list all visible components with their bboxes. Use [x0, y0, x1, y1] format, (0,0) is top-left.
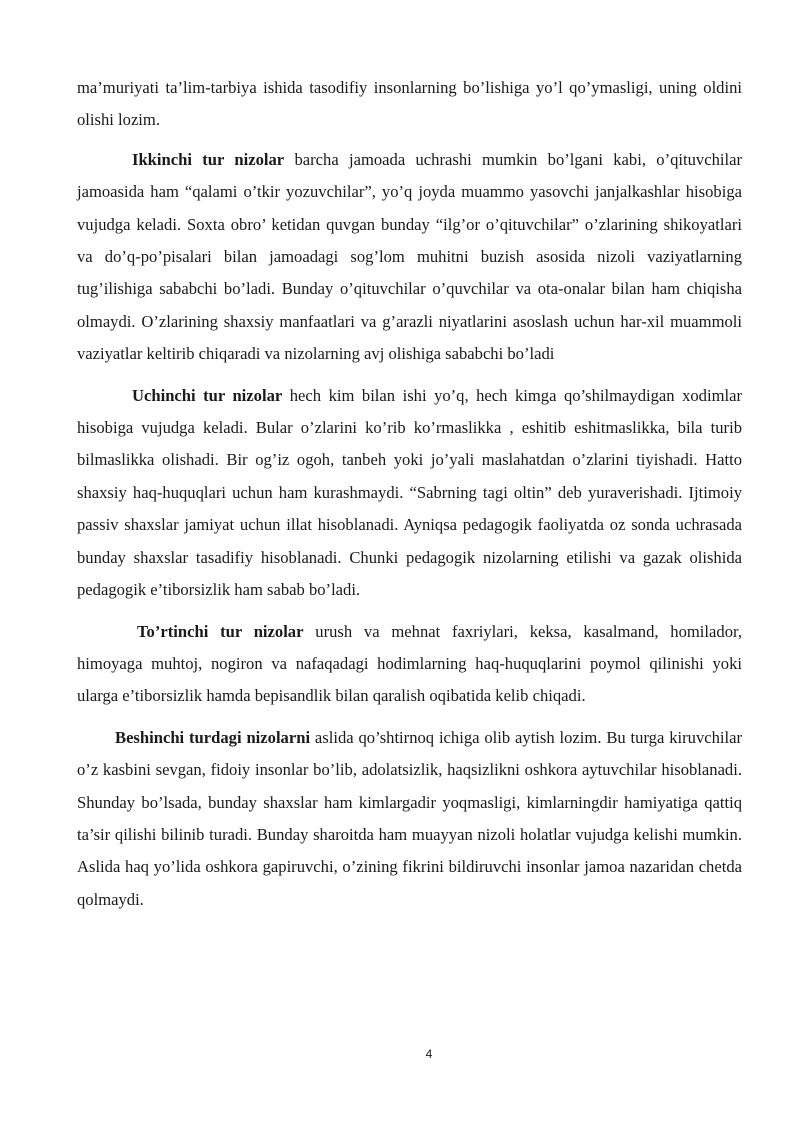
paragraph-text: aslida qo’shtirnoq ichiga olib aytish lozim. Bu turga kiruvchilar o’z kasbini sevgan, fidoiy insonlar bo’lib, adolatsizlik, haqsizlikni oshkora aytuvchilar hisoblanadi. Shunday bo’lsada, bunday shaxslar ham kimlargadir yoqmasligi, kimlarningdir hamiyatiga qattiq ta’sir qilishi bilinib turadi. Bunday sharoitda ham muayyan nizoli holatlar vujudga kelishi mumkin. Aslida haq yo’lida oshkora gapiruvchi, o’zining fikrini bildiruvchi insonlar jamoa nazaridan chetda qolmaydi. — [77, 727, 743, 909]
paragraph-text: barcha jamoada uchrashi mumkin bo’lgani kabi, o’qituvchilar jamoasida ham “qalami o’tkir yozuvchilar”, yo’q joyda muammo yasovchi janjalkashlar hisobiga vujudga keladi. Soxta obro’ ketidan quvgan bunday “ilg’or o’qituvchilar” o’zlarining shikoyatlari va do’q-po’pisalari bilan jamoadagi sog’lom muhitni buzish asosida nizoli vaziyatlarning tug’ilishiga sababchi bo’ladi. Bunday o’qituvchilar o’quvchilar va ota-onalar bilan ham chiqisha olmaydi. O’zlarining shaxsiy manfaatlari va g’arazli niyatlarini asoslash uchun har-xil muammoli vaziyatlar keltirib chiqaradi va nizolarning avj olishiga sababchi bo’ladi — [77, 149, 742, 364]
page-number: 4 — [425, 1047, 433, 1061]
paragraph-text: hech kim bilan ishi yo’q, hech kimga qo’shilmaydigan xodimlar hisobiga vujudga keladi. Bular o’zlarini ko’rib ko’rmaslikka , eshitib eshitmaslikka, bila turib bilmaslikka olishadi. Bir og’iz ogoh, tanbeh yoki jo’yali maslahatdan o’zlarini tiyishadi. Hatto shaxsiy haq-huquqlari uchun ham kurashmaydi. “Sabrning tagi oltin” deb yuraverishadi. Ijtimoiy passiv shaxslar jamiyat uchun illat hisoblanadi. Ayniqsa pedagogik faoliyatda oz sonda uchrasada bunday shaxslar tasadifiy hisoblanadi. Chunki pedagogik nizolarning etilishi va gazak olishida pedagogik e’tiborsizlik ham sabab bo’ladi. — [77, 385, 742, 600]
paragraph-lead: Ikkinchi tur nizolar — [132, 149, 285, 169]
paragraph-second-type — [77, 144, 742, 371]
paragraph-lead: Uchinchi tur nizolar — [132, 385, 283, 405]
paragraph-third-type — [77, 380, 742, 607]
document-page — [77, 72, 742, 916]
paragraph-text: urush va mehnat faxriylari, keksa, kasalmand, homilador, himoyaga muhtoj, nogiron va nafaqadagi hodimlarning haq-huquqlarini poymol qilinishi yoki ularga e’tiborsizlik hamda bepisandlik bilan qaralish oqibatida kelib chiqadi. — [77, 621, 742, 706]
paragraph-lead: To’rtinchi tur nizolar — [137, 621, 304, 641]
paragraph-text: ma’muriyati ta’lim-tarbiya ishida tasodifiy insonlarning bo’lishiga yo’l qo’ymasligi, uning oldini olishi lozim. — [77, 78, 742, 130]
paragraph-intro — [77, 72, 742, 137]
paragraph-fourth-type — [77, 616, 742, 713]
paragraph-lead: Beshinchi turdagi nizolarni — [115, 727, 311, 747]
paragraph-fifth-type — [77, 722, 742, 916]
